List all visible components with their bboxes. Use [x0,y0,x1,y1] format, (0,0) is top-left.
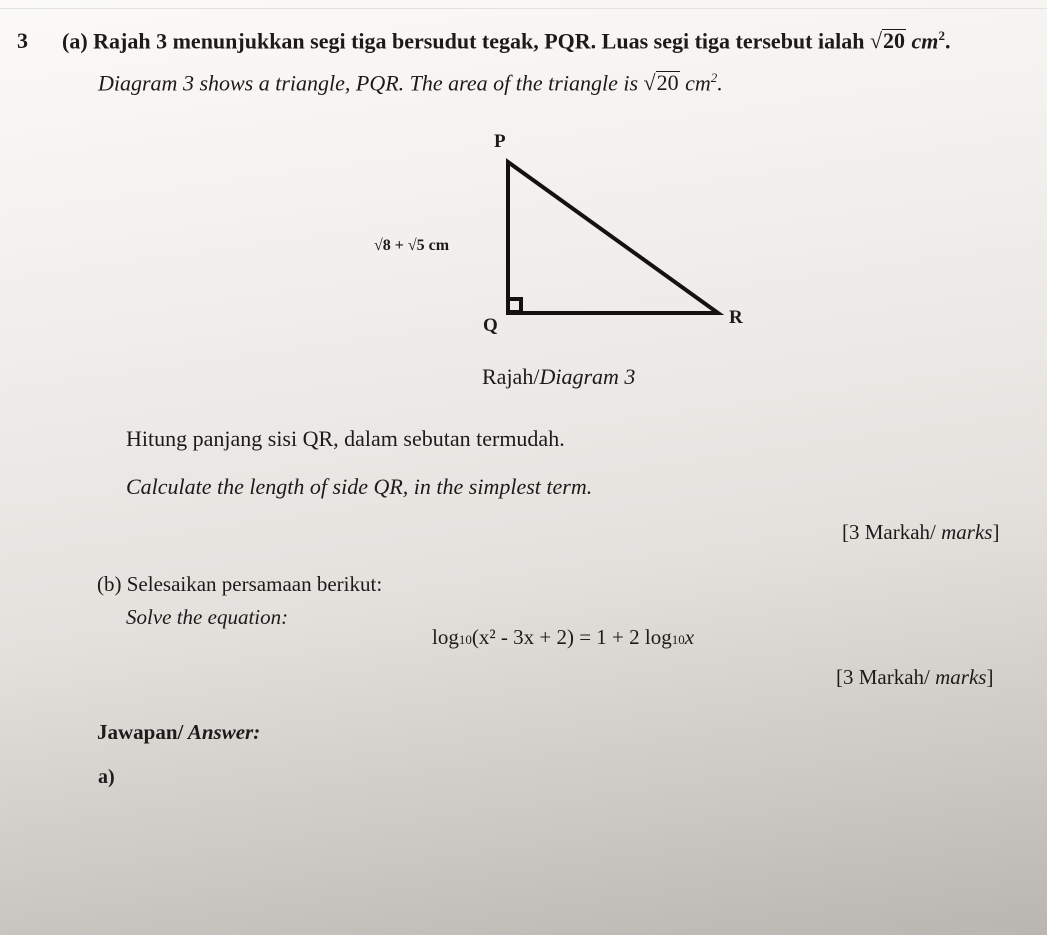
answer-heading [97,720,260,745]
triangle-pqr [508,162,718,313]
caption-english: Diagram 3 [539,364,636,389]
right-angle-marker [508,299,521,312]
area-unit: cm [685,70,711,96]
answer-part-a-label: a) [98,766,115,788]
vertex-r-label: R [729,307,743,328]
marks-suffix: ] [986,665,994,689]
area-unit: cm [911,28,939,54]
marks-italic: marks [941,520,993,544]
caption-malay: Rajah/ [482,364,540,389]
triangle-diagram [360,120,760,350]
period: . [944,28,951,54]
eq-base: 10 [458,632,472,647]
part-b-label: (b) [97,572,122,596]
part-b-english: Solve the equation: [126,605,289,629]
eq-body: (x² - 3x + 2) = 1 + 2 log [471,625,672,649]
part-a-english-statement [98,70,723,96]
vertex-q-label: Q [483,315,498,336]
eq-rhs-base: 10 [671,632,685,647]
top-rule [0,8,1047,9]
radicand: 20 [656,70,679,96]
unit-power: 2 [938,28,945,43]
part-a-malay-text: Rajah 3 menunjukkan segi tiga bersudut tegak, PQR. Luas segi tiga tersebut ialah [93,28,865,54]
marks-prefix: [3 Markah/ [836,665,936,689]
part-b-malay [97,572,382,597]
part-a-task-malay: Hitung panjang sisi QR, dalam sebutan termudah. [126,426,565,451]
question-number: 3 [17,28,28,53]
part-b-malay-text: Selesaikan persamaan berikut: [126,572,383,596]
marks-italic: marks [935,665,987,689]
diagram-caption [482,364,635,390]
side-pq-label: √8 + √5 cm [374,237,450,254]
part-b-marks [836,665,993,690]
part-a-marks [842,520,999,545]
radicand: 20 [883,28,906,54]
unit-power: 2 [710,70,718,85]
part-a-malay-statement [62,28,950,54]
sqrt-expression: √20 [643,70,679,96]
period: . [717,70,723,96]
sqrt-expression: √20 [869,28,906,54]
part-a-english-text: Diagram 3 shows a triangle, PQR. The area of the triangle is [98,70,639,96]
log-equation [432,625,694,650]
marks-prefix: [3 Markah/ [842,520,942,544]
answer-label-malay: Jawapan/ [97,720,184,744]
vertex-p-label: P [494,131,506,152]
eq-rhs-var: x [684,625,695,649]
answer-label-english: Answer: [183,720,261,744]
part-a-task-english: Calculate the length of side QR, in the simplest term. [126,474,593,499]
part-a-label: (a) [62,28,88,54]
marks-suffix: ] [992,520,1000,544]
eq-log: log [432,625,459,649]
